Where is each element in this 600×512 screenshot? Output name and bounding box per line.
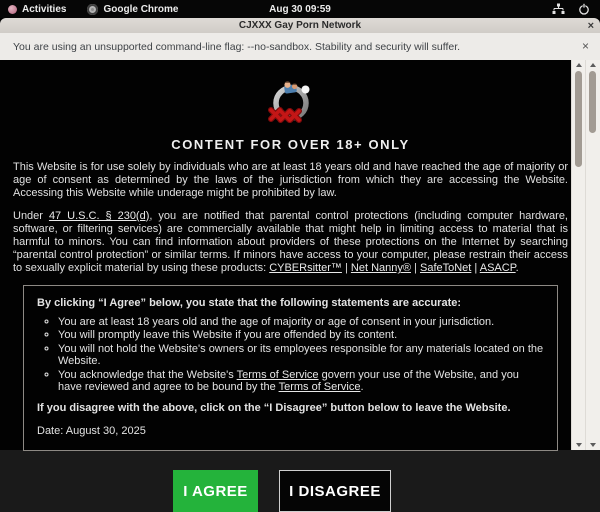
usc-230d-link[interactable]: 47 U.S.C. § 230(d): [48, 209, 150, 222]
agree-button[interactable]: I AGREE: [173, 470, 258, 512]
age-gate-page: [0, 60, 600, 500]
chrome-infobar: [0, 33, 600, 60]
age-statement-paragraph: This Website is for use solely by individuals who are at least 18 years old and have reached the age of majority or age of consent as determined by the laws of the jurisdiction from which they are accessing the Website. Accessing this Website while underage might be prohibited by law.: [13, 161, 568, 200]
window-close-icon[interactable]: ×: [587, 19, 594, 32]
link-separator: |: [411, 262, 420, 275]
link-separator: |: [341, 262, 351, 275]
disagree-button[interactable]: I DISAGREE: [279, 470, 391, 512]
netnanny-link[interactable]: Net Nanny®: [350, 262, 411, 275]
clock[interactable]: Aug 30 09:59: [269, 3, 331, 15]
inner-scrollbar[interactable]: [571, 60, 586, 450]
agreement-item-text: govern your use of the Website, and you have reviewed and agree to be bound by the: [58, 368, 519, 394]
para2-text: , you are notified that parental control protections (including computer hardware, software, or filtering services) are commercially available that might help in limiting access to material that is harmful to minors. You can find information about providers of these protections on the Internet by searching “parental control protection” or similar terms. If minors have access to your computer, please restrain their access to sexually explicit material by using these products:: [13, 209, 568, 275]
terms-of-service-link[interactable]: Terms of Service: [236, 368, 319, 381]
scroll-up-icon[interactable]: [590, 63, 596, 67]
agreement-box: [23, 285, 558, 452]
focused-app-menu[interactable]: [87, 4, 178, 15]
scroll-up-icon[interactable]: [576, 63, 582, 67]
consent-buttons: [13, 470, 568, 512]
disagree-note: If you disagree with the above, click on the “I Disagree” button below to leave the Website.: [37, 402, 511, 415]
agreement-item: ◦ You will not hold the Website's owners or its employees responsible for any materials located on the Website.: [58, 343, 544, 368]
scrollbar-thumb[interactable]: [589, 71, 596, 133]
para2-text: .: [515, 262, 519, 275]
activities-button[interactable]: Activities: [22, 3, 67, 15]
network-icon[interactable]: [552, 3, 565, 15]
focused-app-label: Google Chrome: [103, 3, 179, 15]
cybersitter-link[interactable]: CYBERsitter™: [269, 262, 342, 275]
cjxxx-logo: [266, 80, 316, 133]
agreement-list: [37, 316, 544, 393]
parental-control-paragraph: [13, 210, 568, 276]
para2-text: Under: [13, 209, 49, 222]
window-titlebar: [0, 18, 600, 33]
date-line: Date: August 30, 2025: [37, 424, 146, 437]
infobar-message: You are using an unsupported command-line flag: --no-sandbox. Stability and security will suffer.: [13, 40, 461, 53]
agreement-item-text: You acknowledge that the Website's: [58, 368, 237, 381]
window-title: CJXXX Gay Porn Network: [238, 20, 362, 31]
chrome-icon: [87, 4, 98, 15]
gnome-top-bar: [0, 0, 600, 18]
distro-dot-icon: [8, 5, 17, 14]
safetonet-link[interactable]: SafeToNet: [419, 262, 472, 275]
page-title: CONTENT FOR OVER 18+ ONLY: [171, 137, 410, 152]
power-icon[interactable]: [578, 3, 590, 15]
terms-of-service-link[interactable]: Terms of Service: [278, 381, 361, 394]
agreement-item: [58, 369, 544, 394]
agreement-item: ◦ You will promptly leave this Website if you are offended by its content.: [58, 329, 544, 341]
window-scrollbar[interactable]: [585, 60, 600, 450]
infobar-close-icon[interactable]: ×: [581, 39, 589, 53]
agreement-intro: By clicking “I Agree” below, you state that the following statements are accurate:: [37, 296, 462, 309]
scroll-down-icon[interactable]: [576, 443, 582, 447]
link-separator: |: [471, 262, 480, 275]
asacp-link[interactable]: ASACP: [479, 262, 516, 275]
scrollbar-thumb[interactable]: [575, 71, 582, 167]
agreement-item-text: .: [360, 381, 364, 394]
scroll-down-icon[interactable]: [590, 443, 596, 447]
agreement-item: ◦ You are at least 18 years old and the age of majority or age of consent in your jurisdiction.: [58, 316, 544, 328]
